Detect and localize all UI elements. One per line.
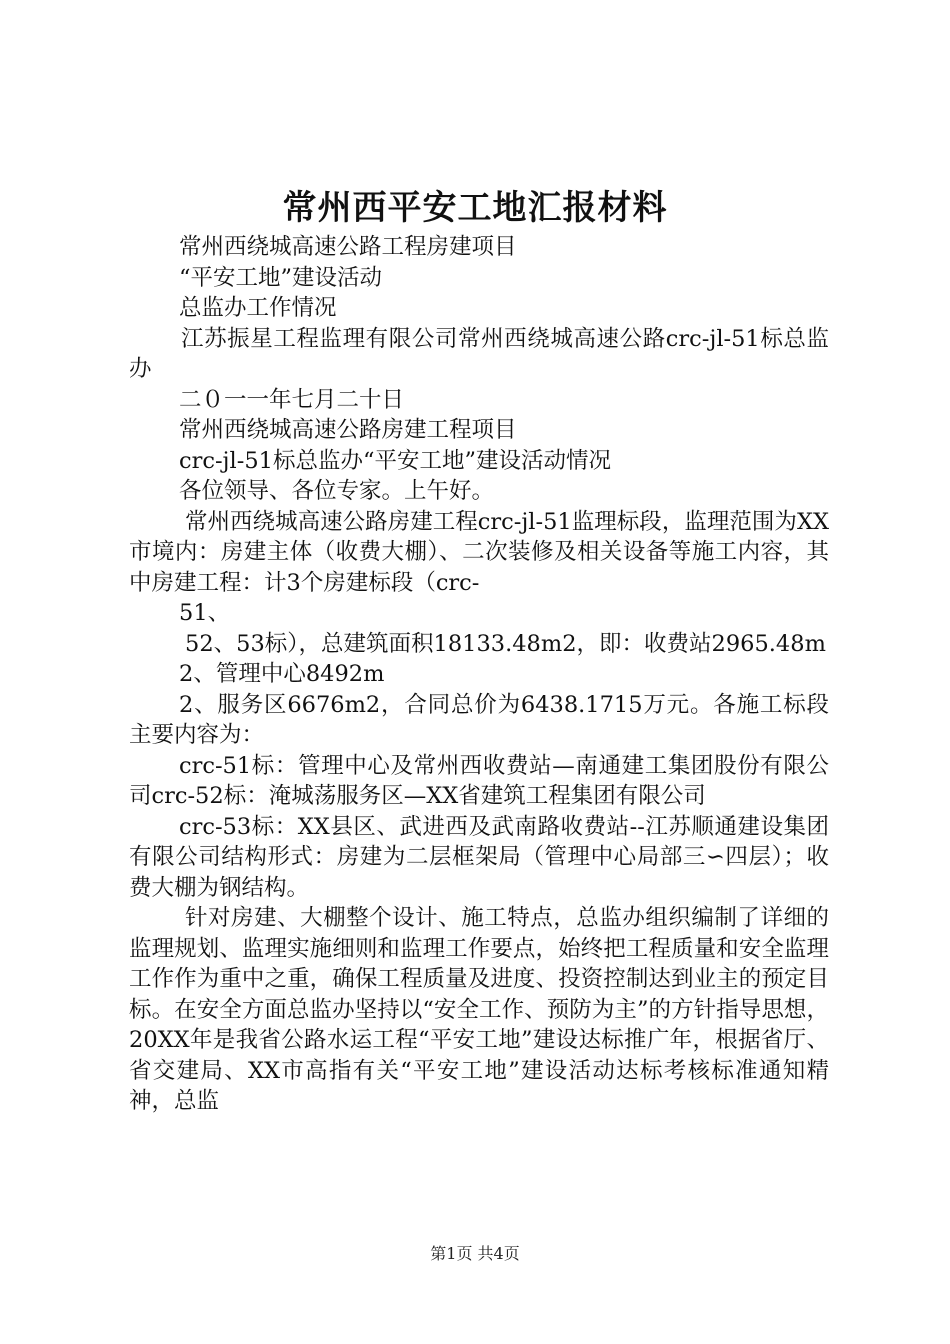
paragraph: 51、	[179, 600, 231, 626]
paragraph: 常州西绕城高速公路工程房建项目	[179, 234, 517, 260]
page-footer: 第1页 共4页	[430, 1244, 520, 1263]
paragraph: 总监办工作情况	[179, 295, 337, 321]
paragraph: 常州西绕城高速公路房建工程crc-jl-51监理标段，监理范围为XX市境内：房建主体（收费大棚）、二次装修及相关设备等施工内容，其中房建工程：计3个房建标段（crc-	[129, 508, 829, 596]
paragraph: 二０一一年七月二十日	[179, 386, 405, 413]
paragraph: crc-53标：XX县区、武进西及武南路收费站--江苏顺通建设集团有限公司结构形式：房建为二层框架局（管理中心局部三∽四层）；收费大棚为钢结构。	[129, 813, 829, 901]
paragraph: 针对房建、大棚整个设计、施工特点，总监办组织编制了详细的监理规划、监理实施细则和监理工作要点，始终把工程质量和安全监理工作作为重中之重，确保工程质量及进度、投资控制达到业主的预定目标。在安全方面总监办坚持以“安全工作、预防为主”的方针指导思想，20XX年是我省公路水运工程“平安工地”建设达标推广年，根据省厅、省交建局、XX市高指有关“平安工地”建设活动达标考核标准通知精神，总监	[129, 905, 829, 1114]
paragraph: 各位领导、各位专家。上午好。	[179, 478, 495, 504]
paragraph: crc-51标：管理中心及常州西收费站—南通建工集团股份有限公司crc-52标：淹城荡服务区—XX省建筑工程集团有限公司	[129, 752, 829, 809]
document-title: 常州西平安工地汇报材料	[282, 188, 668, 228]
document-body	[129, 232, 829, 1117]
paragraph: 江苏振星工程监理有限公司常州西绕城高速公路crc-jl-51标总监办	[129, 325, 829, 382]
paragraph: crc-jl-51标总监办“平安工地”建设活动情况	[179, 447, 611, 474]
paragraph: 2、服务区6676m2，合同总价为6438.1715万元。各施工标段主要内容为：	[129, 691, 829, 748]
paragraph: 52、53标），总建筑面积18133.48m2，即：收费站2965.48m	[185, 630, 826, 657]
paragraph: “平安工地”建设活动	[179, 264, 383, 291]
paragraph: 2、管理中心8492m	[179, 661, 385, 687]
paragraph: 常州西绕城高速公路房建工程项目	[179, 417, 517, 443]
